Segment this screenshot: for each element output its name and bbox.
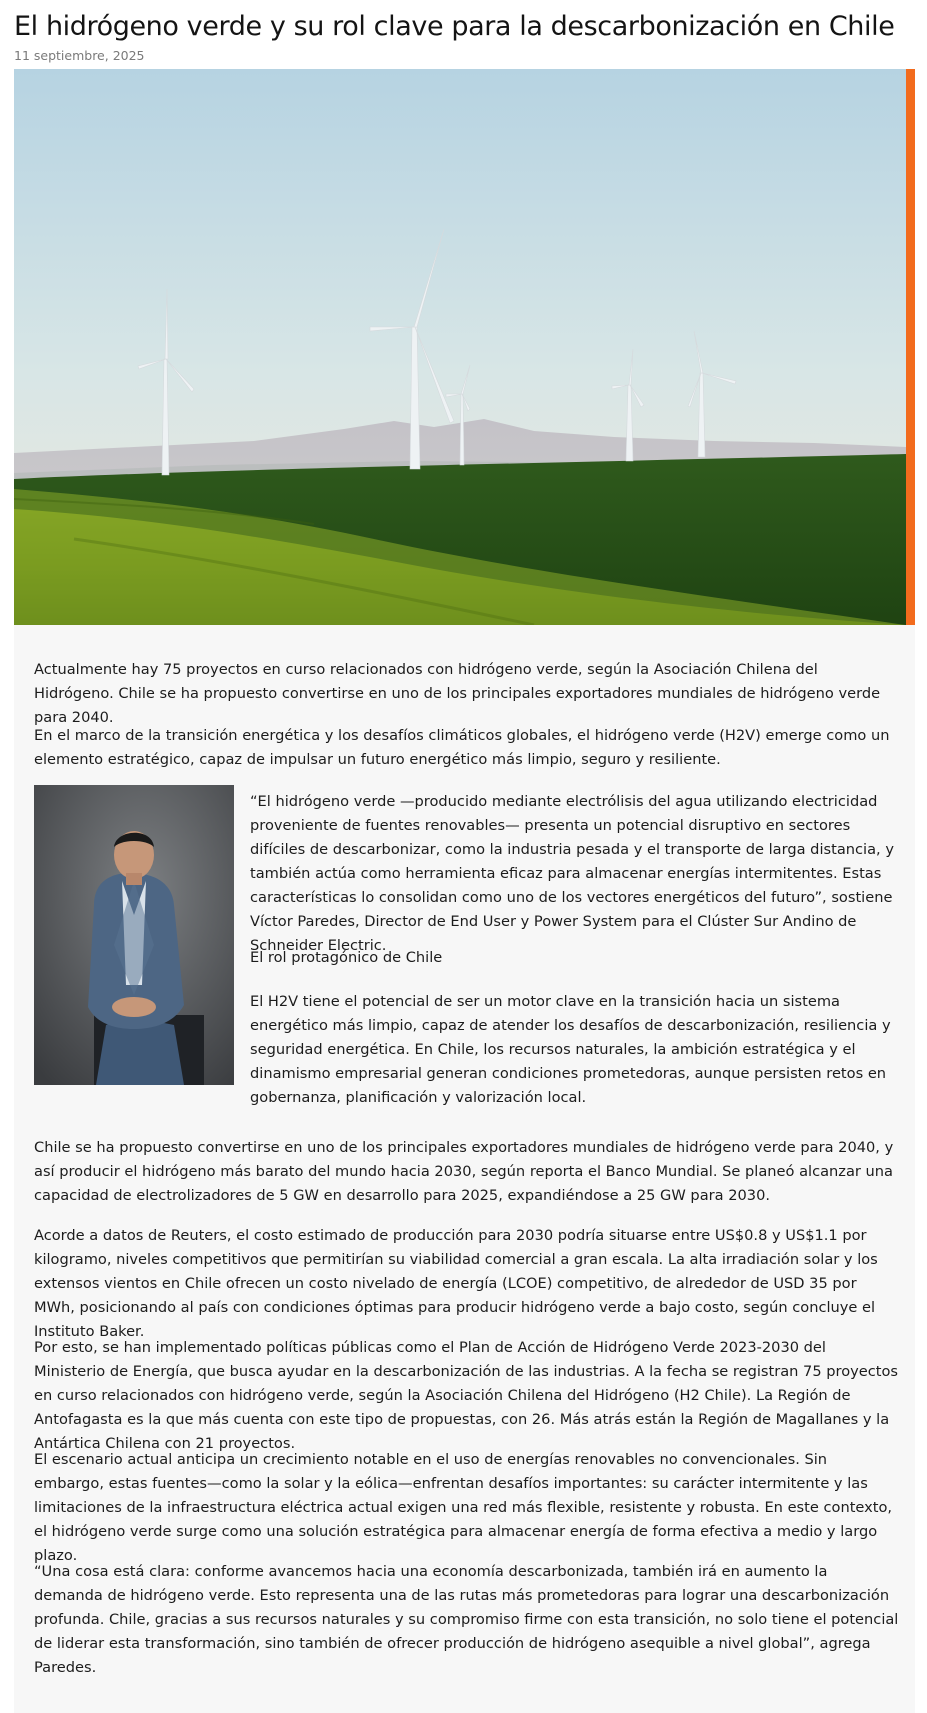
hero-image <box>14 69 906 625</box>
portrait-image <box>34 785 234 1085</box>
section-subheading: El rol protagónico de Chile <box>250 949 443 966</box>
article-title: El hidrógeno verde y su rol clave para la descarbonización en Chile <box>14 11 895 42</box>
paragraph-export-goal: Chile se ha propuesto convertirse en uno de los principales exportadores mundiales de hidrógeno verde para 2040, y así producir el hidrógeno más barato del mundo hacia 2030, según reporta el Banco Mundial. Se planeó alcanzar una capacidad de electrolizadores de 5 GW en desarrollo para 2025, expandiéndose a 25 GW para 2030. <box>34 1139 894 1204</box>
quote-paredes: “El hidrógeno verde —producido mediante electrólisis del agua utilizando electricidad proveniente de fuentes renovables— presenta un potencial disruptivo en sectores difíciles de descarbonizar, como la industria pesada y el transporte de larga distancia, y también actúa como herramienta eficaz para almacenar energías intermitentes. Estas características lo consolidan como uno de los vectores energéticos del futuro”, sostiene Víctor Paredes, Director de End User y Power System para el Clúster Sur Andino de Schneider Electric. <box>250 793 894 954</box>
accent-bar <box>906 69 915 629</box>
paragraph-h2v-potential: El H2V tiene el potencial de ser un motor clave en la transición hacia un sistema energético más limpio, capaz de atender los desafíos de descarbonización, resiliencia y seguridad energética. En Chile, los recursos naturales, la ambición estratégica y el dinamismo empresarial generan condiciones prometedoras, aunque persisten retos en gobernanza, planificación y valorización local. <box>250 993 891 1106</box>
paragraph-renewables: El escenario actual anticipa un crecimiento notable en el uso de energías renovables no convencionales. Sin embargo, estas fuentes—como la solar y la eólica—enfrentan desafíos importantes: su carácter intermitente y las limitaciones de la infraestructura eléctrica actual exigen una red más flexible, resistente y robusta. En este contexto, el hidrógeno verde surge como una solución estratégica para almacenar energía de forma efectiva a medio y largo plazo. <box>34 1451 893 1564</box>
paragraph-costs: Acorde a datos de Reuters, el costo estimado de producción para 2030 podría situarse entre US$0.8 y US$1.1 por kilogramo, niveles competitivos que permitirían su viabilidad comercial a gran escala. La alta irradiación solar y los extensos vientos en Chile ofrecen un costo nivelado de energía (LCOE) competitivo, de alrededor de USD 35 por MWh, posicionando al país con condiciones óptimas para producir hidrógeno verde a bajo costo, según concluye el Instituto Baker. <box>34 1227 878 1340</box>
paragraph-intro: Actualmente hay 75 proyectos en curso relacionados con hidrógeno verde, según la Asociación Chilena del Hidrógeno. Chile se ha propuesto convertirse en uno de los principales exportadores mundiales de hidrógeno verde para 2040. <box>34 661 881 726</box>
quote-closing: “Una cosa está clara: conforme avancemos hacia una economía descarbonizada, también irá en aumento la demanda de hidrógeno verde. Esto representa una de las rutas más prometedoras para lograr una descarbonización profunda. Chile, gracias a sus recursos naturales y su compromiso firme con esta transición, no solo tiene el potencial de liderar esta transformación, sino también de ofrecer producción de hidrógeno asequible a nivel global”, agrega Paredes. <box>34 1563 899 1676</box>
publish-date: 11 septiembre, 2025 <box>14 48 145 63</box>
paragraph-context: En el marco de la transición energética y los desafíos climáticos globales, el hidrógeno verde (H2V) emerge como un elemento estratégico, capaz de impulsar un futuro energético más limpio, seguro y resiliente. <box>34 727 890 768</box>
paragraph-policies: Por esto, se han implementado políticas públicas como el Plan de Acción de Hidrógeno Verde 2023-2030 del Ministerio de Energía, que busca ayudar en la descarbonización de las industrias. A la fecha se registran 75 proyectos en curso relacionados con hidrógeno verde, según la Asociación Chilena del Hidrógeno (H2 Chile). La Región de Antofagasta es la que más cuenta con este tipo de propuestas, con 26. Más atrás están la Región de Magallanes y la Antártica Chilena con 21 proyectos. <box>34 1339 899 1452</box>
